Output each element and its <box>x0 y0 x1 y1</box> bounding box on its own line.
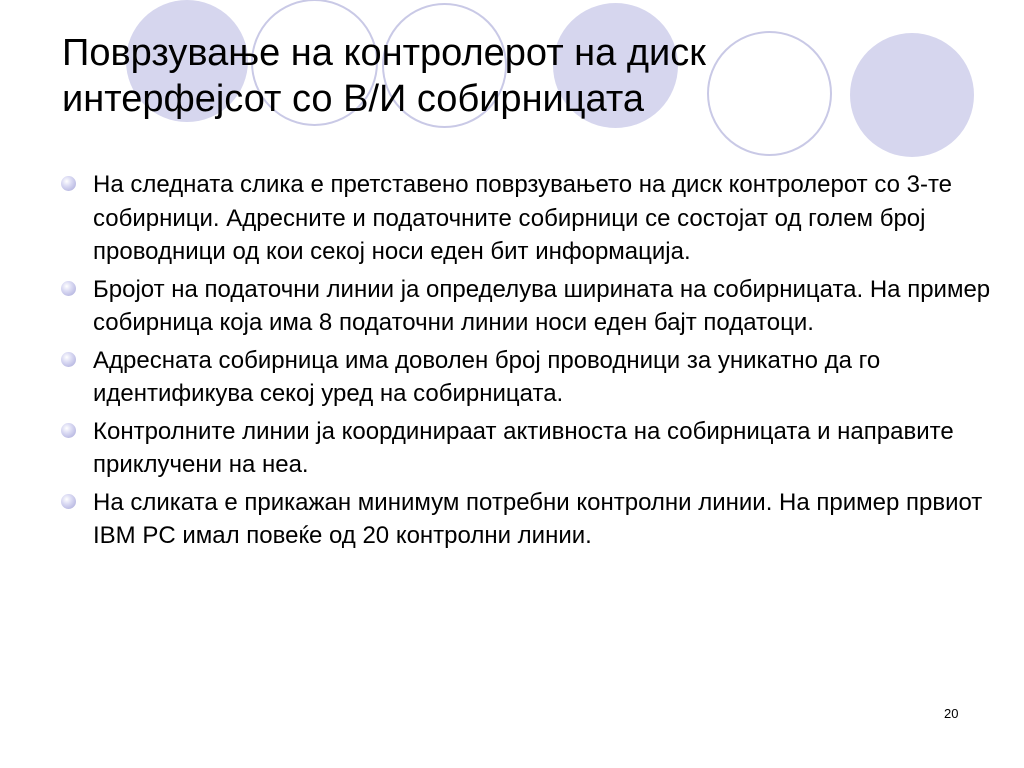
bullet-dot-icon <box>61 176 76 191</box>
bullet-item <box>62 344 992 411</box>
bullet-item <box>62 486 992 553</box>
page-number: 20 <box>944 706 959 721</box>
bullet-item <box>62 273 992 340</box>
bullet-item <box>62 168 992 269</box>
bullet-text: На следната слика е претставено поврзувањето на диск контролерот со 3-те собирници. Адресните и податочните собирници се состојат од голем број проводници од кои секој носи еден бит информација. <box>93 171 953 265</box>
bullet-list <box>62 168 992 557</box>
slide-title-line-2: интерфејсот со В/И собирницата <box>62 78 644 120</box>
bullet-text: Адресната собирница има доволен број проводници за уникатно да го идентификува секој уред на собирницата. <box>93 346 881 407</box>
bullet-text: На сликата е прикажан минимум потребни контролни линии. На пример првиот IBM PC имал повеќе од 20 контролни линии. <box>93 488 983 549</box>
slide-title-line-1: Поврзување на контролерот на диск <box>62 32 706 74</box>
bullet-text: Бројот на податочни линии ја определува ширината на собирницата. На пример собирница која има 8 податочни линии носи еден бајт податоци. <box>93 275 991 336</box>
bullet-dot-icon <box>61 352 76 367</box>
bullet-dot-icon <box>61 281 76 296</box>
bullet-item <box>62 415 992 482</box>
bullet-dot-icon <box>61 423 76 438</box>
slide-title <box>62 30 962 122</box>
bullet-dot-icon <box>61 494 76 509</box>
bullet-text: Контролните линии ја координираат активноста на собирницата и направите приклучени на неа. <box>93 417 954 478</box>
